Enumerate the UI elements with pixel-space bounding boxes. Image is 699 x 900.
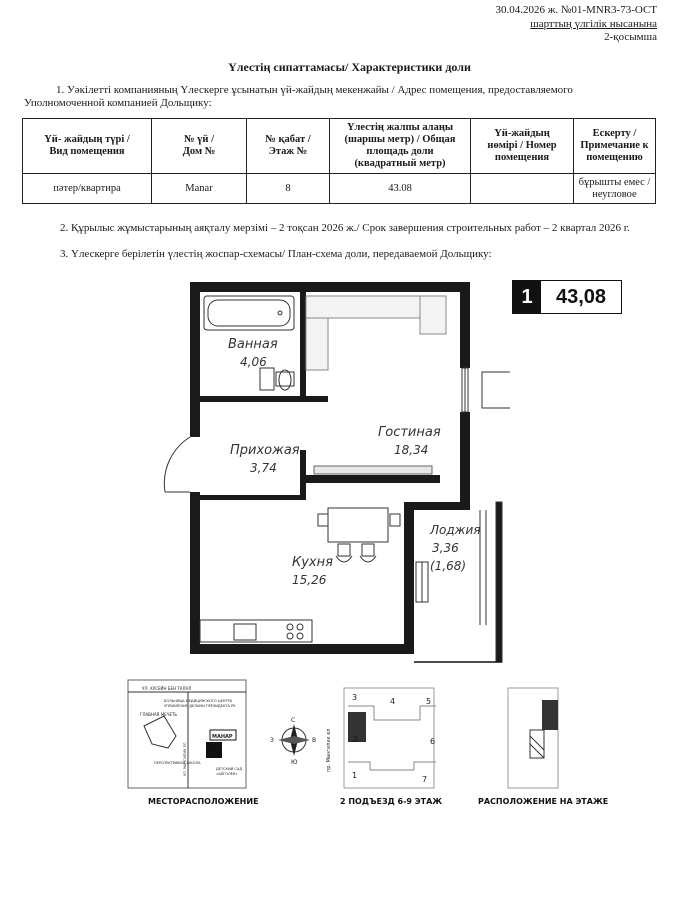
section-number: 6	[430, 737, 436, 746]
header-line: помещению	[586, 152, 643, 163]
cell-room-type: пәтер/квартира	[23, 174, 152, 204]
header-line: № үй /	[183, 134, 215, 145]
header-line: Ескерту /	[592, 128, 637, 139]
appendix-number: 2-қосымша	[604, 31, 657, 43]
floor-caption: РАСПОЛОЖЕНИЕ НА ЭТАЖЕ	[478, 797, 609, 806]
room-area-bathroom: 4,06	[240, 355, 267, 369]
header-floor	[247, 119, 330, 174]
header-line: Этаж №	[268, 146, 308, 157]
map-kindergarten-label: ДЕТСКИЙ САД	[216, 767, 242, 771]
map-school-label: ПЕРСПЕКТИВНАЯ ШКОЛА	[154, 761, 201, 765]
section-1-heading-continued: Уполномоченной компанией Дольщику:	[24, 97, 212, 109]
header-line: Үй-жайдың	[494, 128, 550, 139]
section-caption: 2 ПОДЪЕЗД 6-9 ЭТАЖ	[340, 797, 443, 806]
table-row	[23, 174, 656, 204]
header-line: Вид помещения	[49, 146, 125, 157]
room-label-bathroom: Ванная	[228, 337, 278, 352]
header-line: Үй- жайдың түрі /	[44, 134, 130, 145]
section-number: 4	[390, 697, 396, 706]
cell-note	[574, 174, 656, 204]
loggia-cabinet	[416, 562, 428, 602]
section-street-label: пр. Мангилик ел	[326, 728, 332, 772]
bathroom-sink	[260, 368, 274, 390]
cell-room-number	[471, 174, 574, 204]
room-area-loggia: 3,36	[432, 541, 459, 555]
location-map	[128, 680, 246, 788]
toilet	[276, 370, 294, 390]
map-clinic-label: БОЛЬНИЦА МЕДИЦИНСКОГО ЦЕНТРА	[164, 699, 233, 703]
sofa	[306, 296, 446, 370]
floor-location-plan	[508, 688, 558, 788]
header-house-number	[152, 119, 247, 174]
room-area-kitchen: 15,26	[292, 573, 327, 587]
cell-floor: 8	[247, 174, 330, 204]
share-characteristics-table	[22, 118, 656, 204]
room-label-living: Гостиная	[378, 425, 441, 440]
header-room-type	[23, 119, 152, 174]
completion-date: 2. Құрылыс жұмыстарының аяқталу мерзімі – 2 тоқсан 2026 ж./ Срок завершения строительных работ – 2 квартал 2026 г.	[60, 222, 630, 234]
cell-house-number: Manar	[152, 174, 247, 204]
location-panels	[124, 676, 564, 796]
section-number: 3	[352, 693, 358, 702]
section-number: 1	[352, 771, 358, 780]
header-total-area	[330, 119, 471, 174]
header-line: (квадратный метр)	[354, 158, 446, 169]
contract-form-note: шарттың үлгілік нысанына	[530, 18, 657, 30]
header-line: Дом №	[182, 146, 216, 157]
document-title: Үлестің сипаттамасы/ Характеристики доли	[228, 60, 471, 74]
map-street-top: УЛ. ХУСЕЙН БЕН ТАЛАЛ	[142, 686, 192, 691]
map-complex-label: МАНАР	[212, 734, 233, 740]
compass-north: С	[291, 717, 296, 724]
section-1-heading: 1. Уәкілетті компанияның Үлескерге ұсынатын үй-жайдың мекенжайы / Адрес помещения, предоставляемого	[56, 84, 573, 96]
room-area-hallway: 3,74	[250, 461, 277, 475]
compass-west: З	[270, 737, 274, 744]
section-3-heading: 3. Үлескерге берілетін үлестің жоспар-схемасы/ План-схема доли, передаваемой Дольщику:	[60, 248, 492, 260]
bathtub	[204, 296, 294, 330]
header-line: площадь доли	[366, 146, 434, 157]
header-room-number	[471, 119, 574, 174]
room-area-living: 18,34	[394, 443, 429, 457]
compass-rose	[270, 717, 316, 766]
map-kindergarten-label-2: «АЙГОЛЕК»	[216, 772, 238, 776]
entrance-door	[164, 437, 190, 492]
map-mosque-label: ГЛАВНАЯ МЕЧЕТЬ	[140, 712, 178, 717]
header-line: нөмірі / Номер	[487, 140, 557, 151]
contract-number: 30.04.2026 ж. №01-MNR3-73-ОСТ	[495, 4, 657, 16]
unit-badge	[512, 280, 622, 314]
section-number: 2	[352, 735, 359, 745]
living-room-window	[462, 368, 510, 412]
header-note	[574, 119, 656, 174]
location-caption: МЕСТОРАСПОЛОЖЕНИЕ	[148, 797, 259, 806]
compass-south: Ю	[291, 759, 298, 766]
note-line: неугловое	[592, 188, 637, 200]
map-clinic-label-2: УПРАВЛЕНИЯ ДЕЛАМИ ПРЕЗИДЕНТА РК	[164, 704, 236, 708]
note-line: бұрышты емес /	[578, 176, 651, 188]
header-line: помещения	[494, 152, 550, 163]
room-label-hallway: Прихожая	[230, 443, 300, 458]
section-number: 7	[422, 775, 428, 784]
room-reduced-area-loggia: (1,68)	[430, 559, 467, 573]
unit-number: 1	[513, 281, 541, 313]
cell-total-area: 43.08	[330, 174, 471, 204]
table-header-row	[23, 119, 656, 174]
header-line: (шаршы метр) / Общая	[344, 134, 456, 145]
tv-console	[314, 466, 432, 474]
header-line: № қабат /	[265, 134, 311, 145]
kitchen-counter	[200, 620, 312, 642]
dining-table	[318, 508, 400, 562]
section-plan	[326, 688, 436, 788]
map-street-side: УЛ. МАНГИЛИК ЕЛ	[183, 742, 187, 776]
compass-east: В	[312, 737, 317, 744]
room-label-kitchen: Кухня	[292, 555, 333, 570]
room-label-loggia: Лоджия	[430, 523, 481, 537]
floor-plan	[140, 270, 510, 670]
section-number: 5	[426, 697, 432, 706]
header-line: Примечание к	[580, 140, 649, 151]
unit-total-area: 43,08	[555, 285, 607, 308]
header-line: Үлестің жалпы алаңы	[346, 122, 454, 133]
